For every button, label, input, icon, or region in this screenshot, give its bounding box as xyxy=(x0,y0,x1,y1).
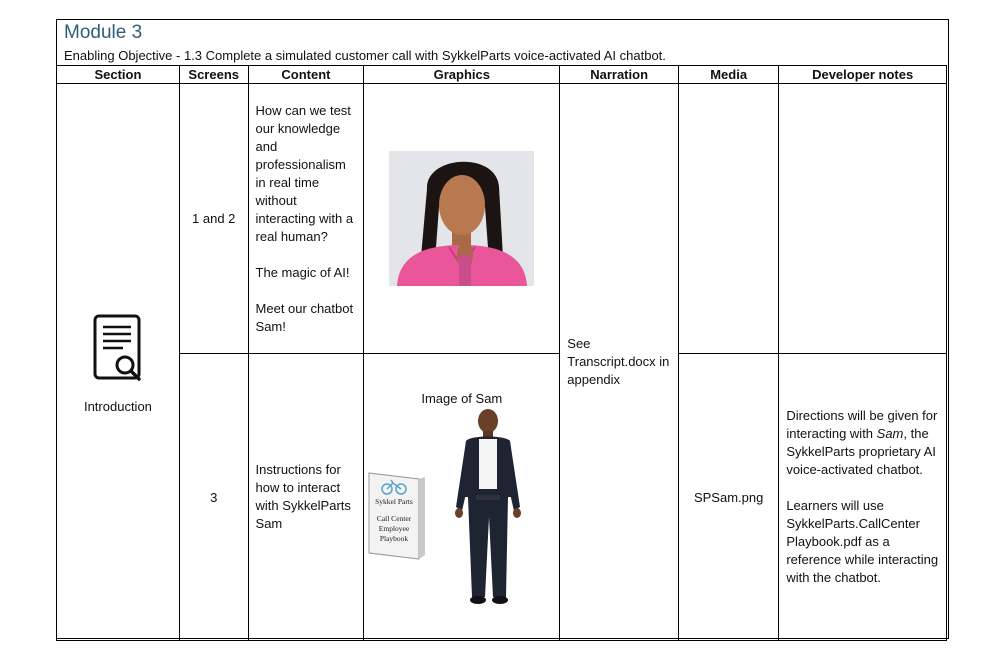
content-paragraph: How can we test our knowledge and professionalism in real time without interacting with a real human? xyxy=(255,102,354,244)
book-line: Call Center xyxy=(377,513,412,523)
content-paragraph: Instructions for how to interact with SykkelParts Sam xyxy=(255,462,351,531)
woman-thinking-photo xyxy=(389,151,534,286)
book-line: Employee xyxy=(379,523,410,533)
document-search-icon xyxy=(87,311,149,387)
playbook-book-image xyxy=(365,469,427,561)
column-header-content: Content xyxy=(248,66,364,84)
narration-cell: See Transcript.docx in appendix xyxy=(560,84,679,641)
content-cell xyxy=(248,354,364,641)
section-label: Introduction xyxy=(83,398,152,414)
book-line: Playbook xyxy=(380,533,409,543)
section-cell xyxy=(57,84,180,641)
developer-note: Learners will use SykkelParts.CallCenter Playbook.pdf as a reference while interacting with the chatbot. xyxy=(786,498,939,585)
storyboard-frame xyxy=(56,19,949,639)
sam-image-caption: Image of Sam xyxy=(421,390,503,406)
graphics-cell xyxy=(364,354,560,641)
developer-notes-cell xyxy=(779,354,947,641)
enabling-objective: Enabling Objective - 1.3 Complete a simulated customer call with SykkelParts voice-activated AI chatbot. xyxy=(64,48,666,63)
screens-cell: 1 and 2 xyxy=(179,84,248,354)
screens-cell: 3 xyxy=(179,354,248,641)
column-header-section: Section xyxy=(57,66,180,84)
book-line: Sykkel Parts xyxy=(375,496,414,506)
storyboard-table xyxy=(56,65,947,641)
column-header-developer-notes: Developer notes xyxy=(779,66,947,84)
module-title: Module 3 xyxy=(64,22,143,43)
column-header-media: Media xyxy=(678,66,778,84)
media-cell xyxy=(678,84,778,354)
table-row xyxy=(57,84,947,354)
content-paragraph: The magic of AI! xyxy=(255,264,350,280)
header-row xyxy=(57,66,947,84)
developer-notes-cell xyxy=(779,84,947,354)
developer-note: Directions will be given for interacting with Sam, the SykkelParts proprietary AI voice-activated chatbot. xyxy=(786,408,938,477)
graphics-cell xyxy=(364,84,560,354)
content-cell xyxy=(248,84,364,354)
column-header-narration: Narration xyxy=(560,66,679,84)
table-row xyxy=(57,354,947,641)
content-paragraph: Meet our chatbot Sam! xyxy=(255,300,354,334)
column-header-screens: Screens xyxy=(179,66,248,84)
sam-figure-image xyxy=(446,407,526,607)
column-header-graphics: Graphics xyxy=(364,66,560,84)
media-cell: SPSam.png xyxy=(678,354,778,641)
